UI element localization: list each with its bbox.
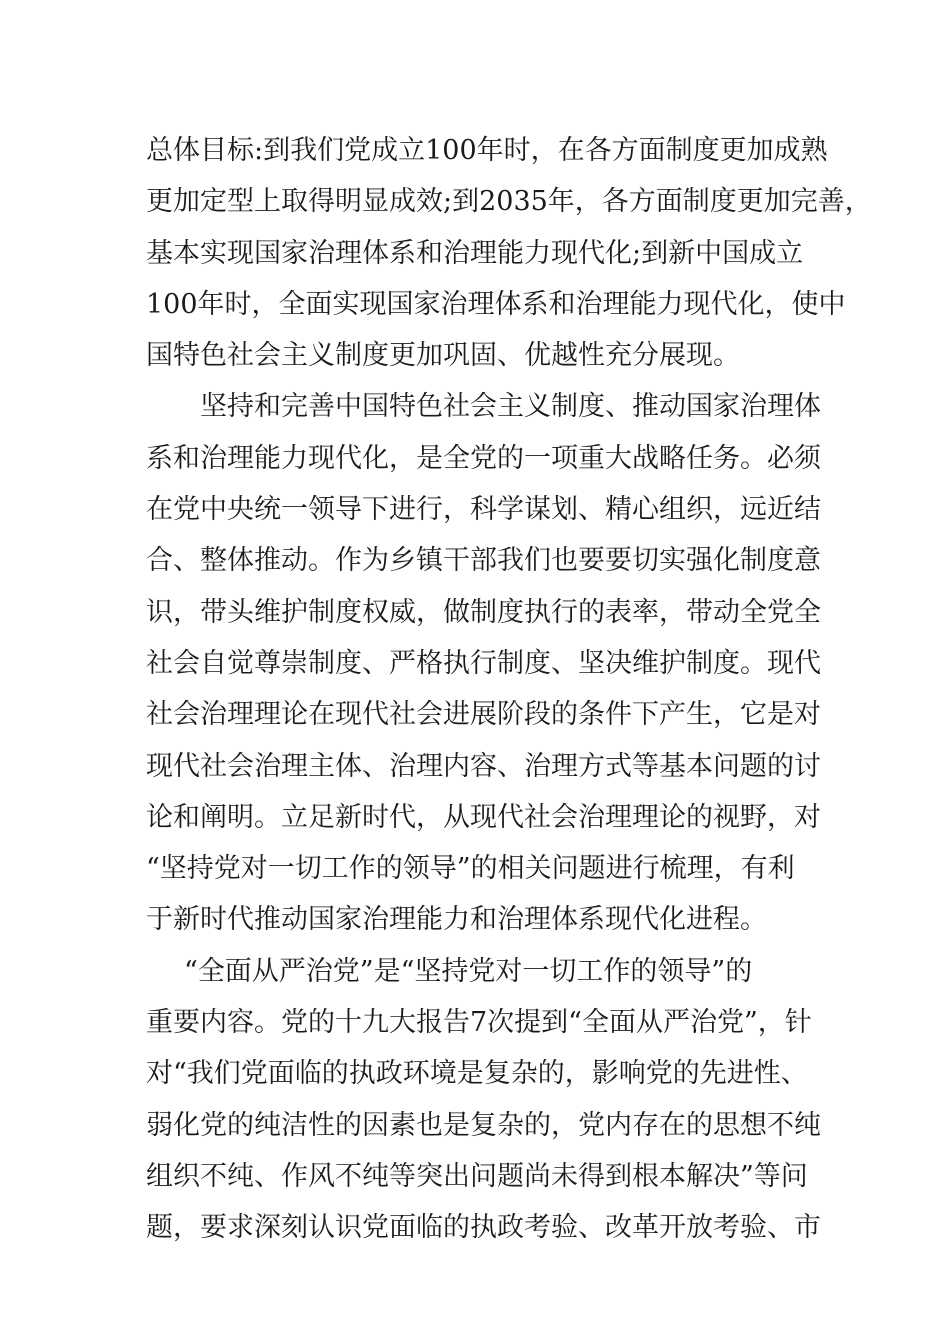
text-line: “坚持党对一切工作的领导”的相关问题进行梳理，有利 [146,853,795,885]
text-line: 对“我们党面临的执政环境是复杂的，影响党的先进性、 [146,1058,808,1090]
text-line: 弱化党的纯洁性的因素也是复杂的，党内存在的思想不纯 [146,1109,821,1141]
text-line: 题，要求深刻认识党面临的执政考验、改革开放考验、市 [146,1212,821,1244]
text-line: 社会治理理论在现代社会进展阶段的条件下产生，它是对 [146,699,821,731]
text-line: 合、整体推动。作为乡镇干部我们也要要切实强化制度意 [146,545,821,577]
paragraph-first-line: “全面从严治党”是“坚持党对一切工作的领导”的 [184,955,753,987]
text-line: 100年时，全面实现国家治理体系和治理能力现代化，使中 [146,288,846,320]
text-line: 更加定型上取得明显成效;到2035年，各方面制度更加完善， [146,186,872,218]
text-line: 社会自觉尊崇制度、严格执行制度、坚决维护制度。现代 [146,647,821,679]
text-line: 国特色社会主义制度更加巩固、优越性充分展现。 [146,340,740,372]
text-line: 系和治理能力现代化，是全党的一项重大战略任务。必须 [146,442,821,474]
text-line: 组织不纯、作风不纯等突出问题尚未得到根本解决”等问 [146,1160,808,1192]
text-line: 总体目标:到我们党成立100年时，在各方面制度更加成熟 [146,135,828,166]
paragraph-first-line: 坚持和完善中国特色社会主义制度、推动国家治理体 [200,391,821,423]
text-line: 基本实现国家治理体系和治理能力现代化;到新中国成立 [146,237,804,269]
text-line: 在党中央统一领导下进行，科学谋划、精心组织，远近结 [146,494,821,526]
document-body [146,129,872,1258]
text-line: 论和阐明。立足新时代，从现代社会治理理论的视野，对 [146,801,821,833]
text-line: 重要内容。党的十九大报告7次提到“全面从严治党”，针 [146,1007,812,1039]
text-line: 现代社会治理主体、治理内容、治理方式等基本问题的讨 [146,750,821,782]
text-line: 于新时代推动国家治理能力和治理体系现代化进程。 [146,904,767,936]
text-line: 识，带头维护制度权威，做制度执行的表率，带动全党全 [146,596,821,628]
